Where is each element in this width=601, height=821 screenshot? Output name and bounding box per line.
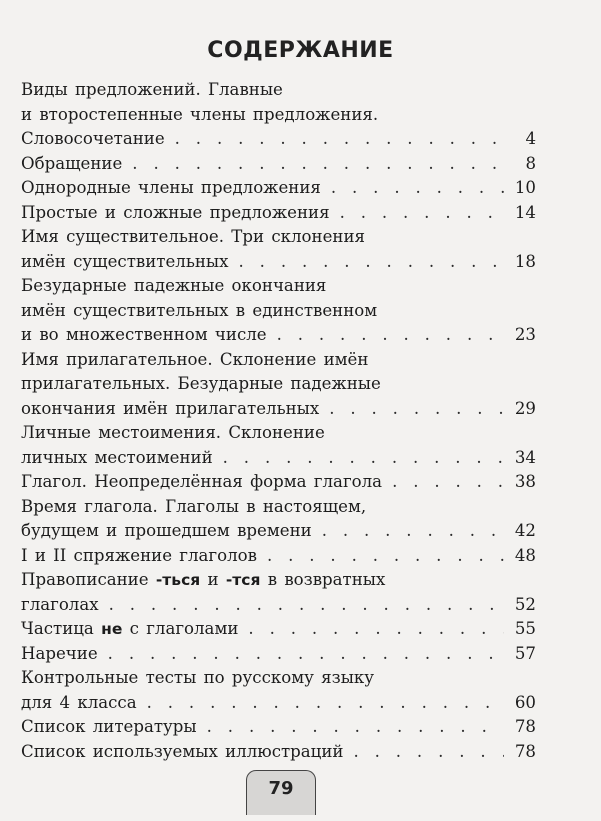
toc-page-number: 29 (514, 398, 536, 418)
toc-page-number: 14 (514, 202, 536, 222)
toc-entry-last-line (21, 544, 536, 569)
toc-page-number: 48 (514, 545, 536, 565)
toc-line (21, 225, 536, 250)
toc-text: и второстепенные члены предложения. (21, 104, 379, 124)
dot-leader (175, 127, 504, 152)
dot-leader (322, 519, 504, 544)
toc-entry-last-line (21, 519, 536, 544)
toc-line (21, 421, 536, 446)
toc-page-number: 34 (514, 447, 536, 467)
toc-page-number: 23 (514, 325, 536, 344)
toc-text: Глагол. Неопределённая форма глагола (21, 472, 383, 491)
dot-leader (248, 617, 504, 642)
dot-leader (392, 470, 504, 495)
toc-entry-last-line (21, 593, 536, 618)
toc-line (21, 78, 536, 103)
toc-text: для 4 класса (21, 692, 137, 712)
toc-text: имён существительных в единственном (21, 300, 378, 320)
toc-entry-last-line (21, 397, 536, 422)
toc-entry-last-line (21, 446, 536, 471)
toc-page-number: 60 (514, 692, 536, 712)
toc-page-number: 78 (514, 717, 536, 736)
dot-leader (353, 740, 504, 765)
dot-leader (331, 176, 504, 201)
toc-entry-last-line (21, 470, 536, 495)
toc-page-number: 52 (514, 594, 536, 614)
dot-leader (329, 397, 504, 422)
toc-entry-last-line (21, 152, 536, 177)
toc-line (21, 299, 536, 324)
toc-entry-last-line (21, 201, 536, 226)
toc-text: Список литературы (21, 717, 197, 736)
toc-entry-last-line (21, 715, 536, 740)
toc-page-number: 10 (514, 178, 536, 197)
toc-page-number: 55 (514, 619, 536, 638)
toc-text: I и II спряжение глаголов (21, 545, 257, 565)
toc-text: Обращение (21, 153, 123, 173)
table-of-contents (21, 78, 536, 764)
toc-page-number: 4 (525, 129, 536, 148)
toc-entry-last-line (21, 617, 536, 642)
toc-text: Безударные падежные окончания (21, 276, 327, 295)
toc-page-number: 18 (514, 251, 536, 271)
toc-entry-last-line (21, 127, 536, 152)
toc-entry-last-line (21, 323, 536, 348)
page-number-tab: 79 (246, 770, 316, 815)
dot-leader (147, 691, 504, 716)
dot-leader (340, 201, 504, 226)
toc-entry-last-line (21, 740, 536, 765)
toc-entry-last-line (21, 250, 536, 275)
dot-leader (108, 642, 504, 667)
dot-leader (267, 544, 504, 569)
toc-entry-last-line (21, 176, 536, 201)
dot-leader (277, 323, 504, 348)
toc-line (21, 372, 536, 397)
toc-text: прилагательных. Безударные падежные (21, 374, 381, 393)
toc-page-number: 57 (514, 643, 536, 663)
toc-text: Однородные члены предложения (21, 178, 321, 197)
dot-leader (207, 715, 504, 740)
toc-text: Время глагола. Глаголы в настоящем, (21, 496, 367, 516)
toc-entry-last-line (21, 691, 536, 716)
toc-text: и во множественном числе (21, 325, 267, 344)
page-title: СОДЕРЖАНИЕ (207, 38, 394, 63)
dot-leader (132, 152, 504, 177)
dot-leader (223, 446, 504, 471)
toc-text: Простые и сложные предложения (21, 202, 330, 222)
toc-text: Список используемых иллюстраций (21, 741, 344, 761)
toc-page-number: 38 (514, 472, 536, 491)
dot-leader (109, 593, 504, 618)
toc-text: Частица не с глаголами (21, 619, 239, 638)
toc-text: Наречие (21, 643, 98, 663)
toc-text: личных местоимений (21, 447, 213, 467)
toc-text: Виды предложений. Главные (21, 80, 283, 99)
toc-text: Словосочетание (21, 129, 165, 148)
toc-text: окончания имён прилагательных (21, 398, 320, 418)
toc-text: будущем и прошедшем времени (21, 521, 312, 540)
toc-text: глаголах (21, 594, 99, 614)
toc-line (21, 274, 536, 299)
toc-page-number: 42 (514, 521, 536, 540)
toc-page-number: 8 (525, 153, 536, 173)
toc-line (21, 568, 536, 593)
toc-text: Имя прилагательное. Склонение имён (21, 349, 369, 369)
toc-line (21, 348, 536, 373)
toc-text: Контрольные тесты по русскому языку (21, 668, 375, 687)
toc-entry-last-line (21, 642, 536, 667)
toc-line (21, 103, 536, 128)
toc-text: имён существительных (21, 251, 229, 271)
toc-page-number: 78 (514, 741, 536, 761)
toc-text: Личные местоимения. Склонение (21, 423, 325, 442)
toc-text: Правописание -ться и -тся в возвратных (21, 570, 386, 589)
dot-leader (239, 250, 504, 275)
toc-line (21, 495, 536, 520)
toc-text: Имя существительное. Три склонения (21, 227, 365, 246)
toc-line (21, 666, 536, 691)
